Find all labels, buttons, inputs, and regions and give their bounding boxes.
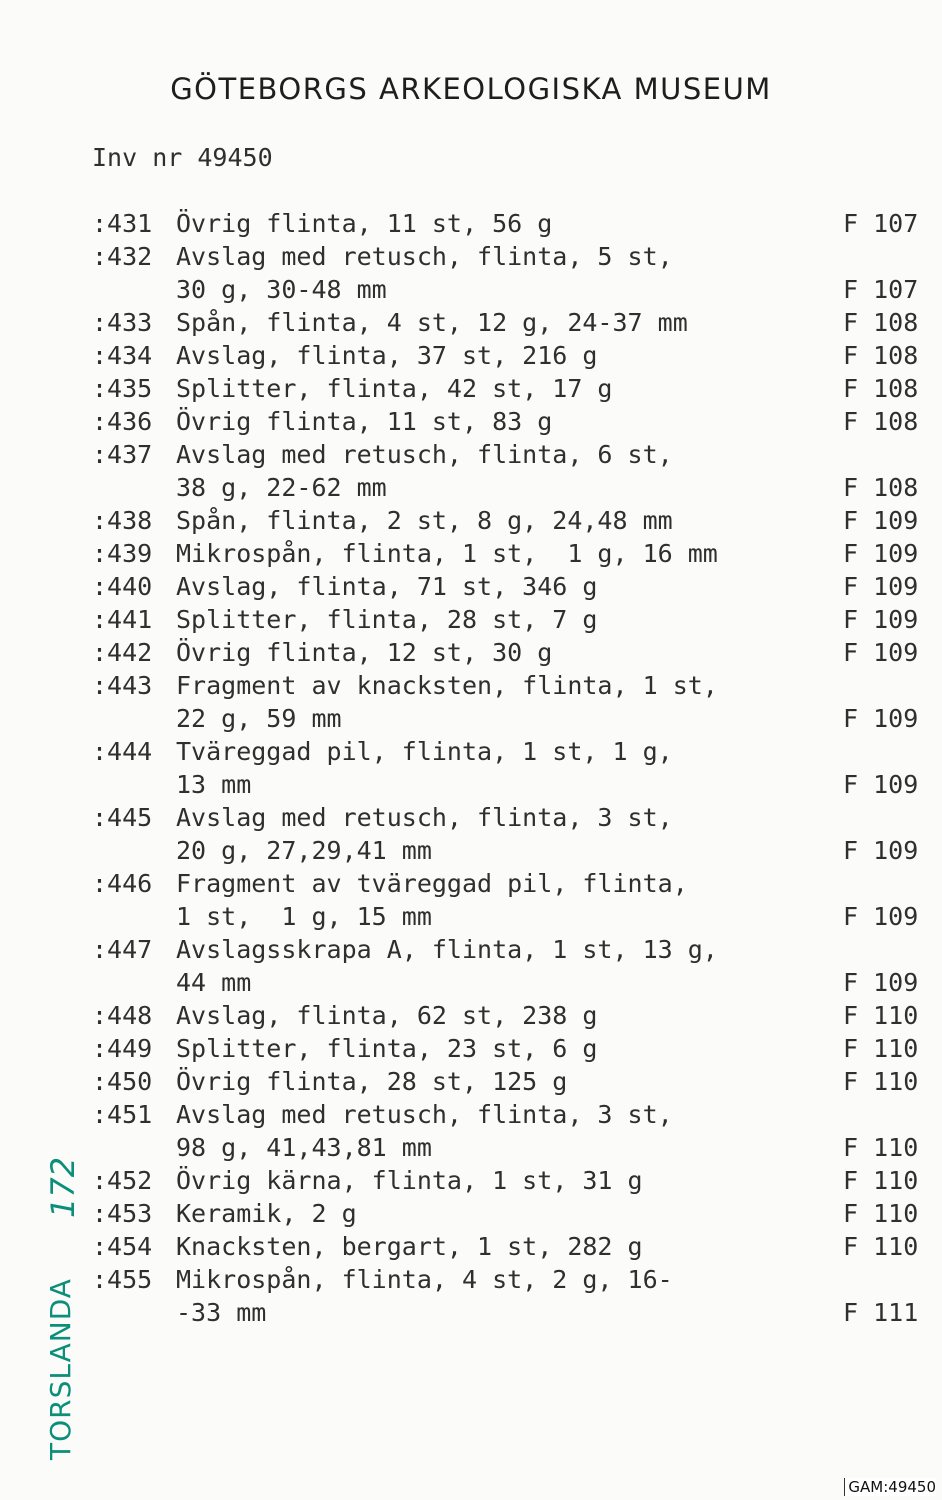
entry-line: [0, 900, 942, 933]
entry-reference: F 110: [843, 1067, 919, 1096]
entry-line: [0, 1197, 942, 1230]
entry-description: 20 g, 27,29,41 mm: [176, 836, 432, 865]
entry-line: [0, 834, 942, 867]
entry-number: :452: [92, 1166, 153, 1195]
entry-description: 38 g, 22-62 mm: [176, 473, 387, 502]
entry-number: :438: [92, 506, 153, 535]
entry-description: Övrig flinta, 11 st, 56 g: [176, 209, 553, 238]
entry-line: [0, 999, 942, 1032]
entry-line: [0, 801, 942, 834]
entry-reference: F 110: [843, 1133, 919, 1162]
entry-description: Fragment av tväreggad pil, flinta,: [176, 869, 688, 898]
entry-description: Splitter, flinta, 28 st, 7 g: [176, 605, 598, 634]
entry-number: :443: [92, 671, 153, 700]
entry-number: :434: [92, 341, 153, 370]
entry-description: Splitter, flinta, 23 st, 6 g: [176, 1034, 598, 1063]
entry-line: [0, 1131, 942, 1164]
entry-description: Mikrospån, flinta, 4 st, 2 g, 16-: [176, 1265, 673, 1294]
entry-number: :440: [92, 572, 153, 601]
entry-line: [0, 471, 942, 504]
entry-line: [0, 1098, 942, 1131]
entry-number: :455: [92, 1265, 153, 1294]
entry-reference: F 109: [843, 638, 919, 667]
entry-description: Spån, flinta, 2 st, 8 g, 24,48 mm: [176, 506, 673, 535]
entry-line: [0, 273, 942, 306]
entry-description: Splitter, flinta, 42 st, 17 g: [176, 374, 613, 403]
entry-reference: F 110: [843, 1034, 919, 1063]
entry-description: 98 g, 41,43,81 mm: [176, 1133, 432, 1162]
entry-list: [0, 207, 942, 1329]
entry-description: Avslag, flinta, 71 st, 346 g: [176, 572, 598, 601]
entry-number: :446: [92, 869, 153, 898]
entry-line: [0, 1065, 942, 1098]
entry-line: [0, 504, 942, 537]
entry-line: [0, 339, 942, 372]
entry-number: :432: [92, 242, 153, 271]
entry-line: [0, 405, 942, 438]
entry-line: [0, 570, 942, 603]
entry-number: :449: [92, 1034, 153, 1063]
entry-reference: F 109: [843, 539, 919, 568]
entry-number: :444: [92, 737, 153, 766]
entry-description: -33 mm: [176, 1298, 267, 1327]
entry-line: [0, 966, 942, 999]
entry-description: Övrig flinta, 12 st, 30 g: [176, 638, 553, 667]
entry-description: Avslag med retusch, flinta, 3 st,: [176, 803, 673, 832]
entry-line: [0, 1230, 942, 1263]
entry-description: 1 st, 1 g, 15 mm: [176, 902, 432, 931]
entry-description: Avslag med retusch, flinta, 6 st,: [176, 440, 673, 469]
entry-description: Tväreggad pil, flinta, 1 st, 1 g,: [176, 737, 673, 766]
entry-number: :441: [92, 605, 153, 634]
entry-number: :453: [92, 1199, 153, 1228]
entry-number: :454: [92, 1232, 153, 1261]
entry-reference: F 108: [843, 374, 919, 403]
entry-line: [0, 735, 942, 768]
entry-line: [0, 1164, 942, 1197]
entry-number: :433: [92, 308, 153, 337]
entry-line: [0, 306, 942, 339]
entry-line: [0, 1296, 942, 1329]
entry-reference: F 108: [843, 308, 919, 337]
entry-line: [0, 240, 942, 273]
entry-reference: F 110: [843, 1001, 919, 1030]
entry-reference: F 110: [843, 1232, 919, 1261]
entry-reference: F 107: [843, 275, 919, 304]
entry-line: [0, 1032, 942, 1065]
entry-reference: F 110: [843, 1199, 919, 1228]
entry-reference: F 109: [843, 704, 919, 733]
entry-reference: F 110: [843, 1166, 919, 1195]
entry-description: Knacksten, bergart, 1 st, 282 g: [176, 1232, 643, 1261]
entry-line: [0, 636, 942, 669]
entry-reference: F 107: [843, 209, 919, 238]
museum-title: GÖTEBORGS ARKEOLOGISKA MUSEUM: [170, 72, 772, 106]
entry-reference: F 111: [843, 1298, 919, 1327]
entry-line: [0, 669, 942, 702]
entry-number: :437: [92, 440, 153, 469]
entry-reference: F 108: [843, 407, 919, 436]
inventory-number: Inv nr 49450: [92, 143, 273, 172]
entry-line: [0, 207, 942, 240]
entry-reference: F 109: [843, 506, 919, 535]
entry-description: Övrig flinta, 28 st, 125 g: [176, 1067, 568, 1096]
stamp-number: 172: [44, 1156, 82, 1218]
entry-description: 22 g, 59 mm: [176, 704, 342, 733]
entry-reference: F 109: [843, 968, 919, 997]
entry-line: [0, 1263, 942, 1296]
entry-reference: F 109: [843, 770, 919, 799]
entry-number: :439: [92, 539, 153, 568]
entry-number: :431: [92, 209, 153, 238]
entry-reference: F 109: [843, 605, 919, 634]
entry-description: 30 g, 30-48 mm: [176, 275, 387, 304]
entry-description: Avslag, flinta, 62 st, 238 g: [176, 1001, 598, 1030]
entry-description: Avslag, flinta, 37 st, 216 g: [176, 341, 598, 370]
entry-number: :447: [92, 935, 153, 964]
entry-number: :445: [92, 803, 153, 832]
entry-description: Mikrospån, flinta, 1 st, 1 g, 16 mm: [176, 539, 718, 568]
entry-number: :448: [92, 1001, 153, 1030]
catalog-tag: GAM:49450: [844, 1478, 936, 1496]
entry-reference: F 108: [843, 473, 919, 502]
entry-line: [0, 867, 942, 900]
entry-number: :436: [92, 407, 153, 436]
entry-line: [0, 933, 942, 966]
entry-description: Avslag med retusch, flinta, 5 st,: [176, 242, 673, 271]
entry-number: :442: [92, 638, 153, 667]
entry-line: [0, 702, 942, 735]
entry-line: [0, 438, 942, 471]
entry-line: [0, 537, 942, 570]
entry-description: Avslag med retusch, flinta, 3 st,: [176, 1100, 673, 1129]
entry-reference: F 109: [843, 902, 919, 931]
entry-number: :451: [92, 1100, 153, 1129]
entry-line: [0, 603, 942, 636]
entry-description: Spån, flinta, 4 st, 12 g, 24-37 mm: [176, 308, 688, 337]
entry-reference: F 109: [843, 836, 919, 865]
entry-description: Övrig flinta, 11 st, 83 g: [176, 407, 553, 436]
entry-description: Keramik, 2 g: [176, 1199, 357, 1228]
entry-number: :450: [92, 1067, 153, 1096]
entry-number: :435: [92, 374, 153, 403]
entry-description: 44 mm: [176, 968, 252, 997]
location-stamp: [20, 1156, 82, 1460]
entry-reference: F 109: [843, 572, 919, 601]
entry-description: Fragment av knacksten, flinta, 1 st,: [176, 671, 718, 700]
entry-line: [0, 372, 942, 405]
entry-description: 13 mm: [176, 770, 252, 799]
entry-description: Övrig kärna, flinta, 1 st, 31 g: [176, 1166, 643, 1195]
entry-description: Avslagsskrapa A, flinta, 1 st, 13 g,: [176, 935, 718, 964]
entry-reference: F 108: [843, 341, 919, 370]
entry-line: [0, 768, 942, 801]
stamp-place: TORSLANDA: [44, 1278, 77, 1460]
